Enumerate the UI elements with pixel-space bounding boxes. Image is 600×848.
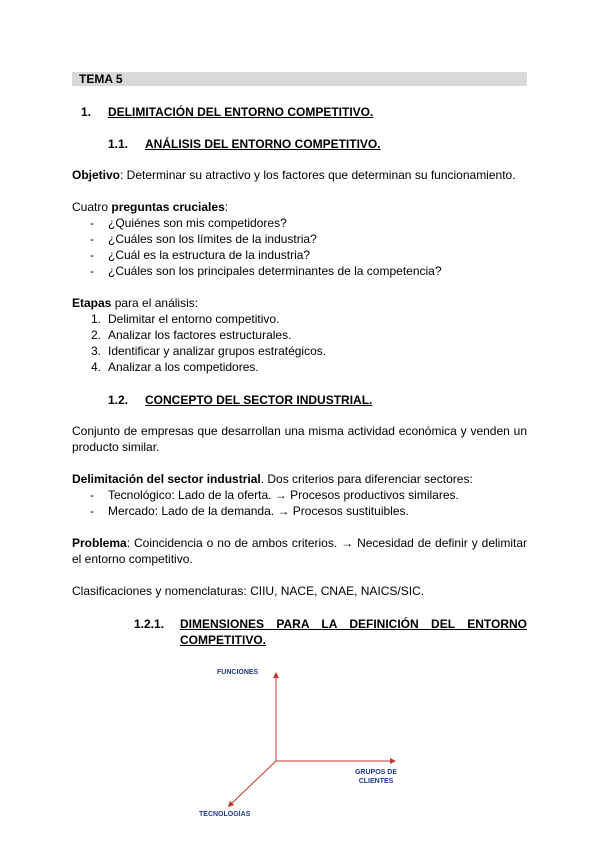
funciones-label: FUNCIONES xyxy=(217,669,259,676)
problema-label: Problema xyxy=(72,536,127,550)
preguntas-intro-bold: preguntas cruciales xyxy=(111,200,225,214)
delimitacion-label: Delimitación del sector industrial xyxy=(72,472,261,486)
dash-bullet: - xyxy=(90,264,94,278)
preguntas-intro-pre: Cuatro xyxy=(72,200,112,214)
list-item: Identificar y analizar grupos estratégicos. xyxy=(108,344,327,358)
section-1-1-title: ANÁLISIS DEL ENTORNO COMPETITIVO. xyxy=(145,137,381,151)
list-item: ¿Cuáles son los principales determinantes de la competencia? xyxy=(108,264,442,278)
clasificaciones-paragraph: Clasificaciones y nomenclaturas: CIIU, NACE, CNAE, NAICS/SIC. xyxy=(72,584,425,598)
section-1-title: DELIMITACIÓN DEL ENTORNO COMPETITIVO. xyxy=(108,105,374,119)
list-number: 2. xyxy=(91,328,102,342)
section-1-2-1-number: 1.2.1. xyxy=(134,617,165,631)
dash-bullet: - xyxy=(90,488,94,502)
dash-bullet: - xyxy=(90,504,94,518)
list-item: Delimitar el entorno competitivo. xyxy=(108,312,280,326)
section-1-1-number: 1.1. xyxy=(108,137,129,151)
etapas-label: Etapas xyxy=(72,296,112,310)
dash-bullet: - xyxy=(90,248,94,262)
list-number: 1. xyxy=(91,312,102,326)
section-1-2-number: 1.2. xyxy=(108,393,129,407)
preguntas-intro-post: : xyxy=(224,200,229,214)
delimitacion-text: . Dos criterios para diferenciar sectores: xyxy=(260,472,473,486)
dash-bullet: - xyxy=(90,216,94,230)
section-1-2-title: CONCEPTO DEL SECTOR INDUSTRIAL. xyxy=(145,393,373,407)
list-item: Mercado: Lado de la demanda. → Procesos sustituibles. xyxy=(108,504,409,518)
tecnologias-axis xyxy=(230,761,276,805)
section-1-number: 1. xyxy=(81,105,92,119)
list-item: ¿Quiénes son mis competidores? xyxy=(108,216,287,230)
list-item: Analizar a los competidores. xyxy=(108,360,259,374)
etapas-text: para el análisis: xyxy=(111,296,199,310)
list-item: ¿Cuáles son los límites de la industria? xyxy=(108,232,317,246)
list-number: 4. xyxy=(91,360,102,374)
grupos-clientes-label-line1: GRUPOS DE xyxy=(354,769,398,776)
tecnologias-label: TECNOLOGÍAS xyxy=(199,811,251,818)
objetivo-text: : Determinar su atractivo y los factores que determinan su funcionamiento. xyxy=(120,168,516,182)
problema-text: : Coincidencia o no de ambos criterios. → Necesidad de definir y delimitar el entorno competitivo. xyxy=(72,536,527,566)
objetivo-label: Objetivo xyxy=(72,168,121,182)
list-item: ¿Cuál es la estructura de la industria? xyxy=(108,248,311,262)
dash-bullet: - xyxy=(90,232,94,246)
list-item: Analizar los factores estructurales. xyxy=(108,328,292,342)
list-item: Tecnológico: Lado de la oferta. → Procesos productivos similares. xyxy=(108,488,459,502)
concepto-paragraph: Conjunto de empresas que desarrollan una misma actividad económica y venden un producto similar. xyxy=(72,424,527,454)
tema-title: TEMA 5 xyxy=(79,72,123,86)
grupos-clientes-label-line2: CLIENTES xyxy=(358,778,394,785)
list-number: 3. xyxy=(91,344,102,358)
section-1-2-1-title: DIMENSIONES PARA LA DEFINICIÓN DEL ENTORNO COMPETITIVO. xyxy=(180,617,527,647)
